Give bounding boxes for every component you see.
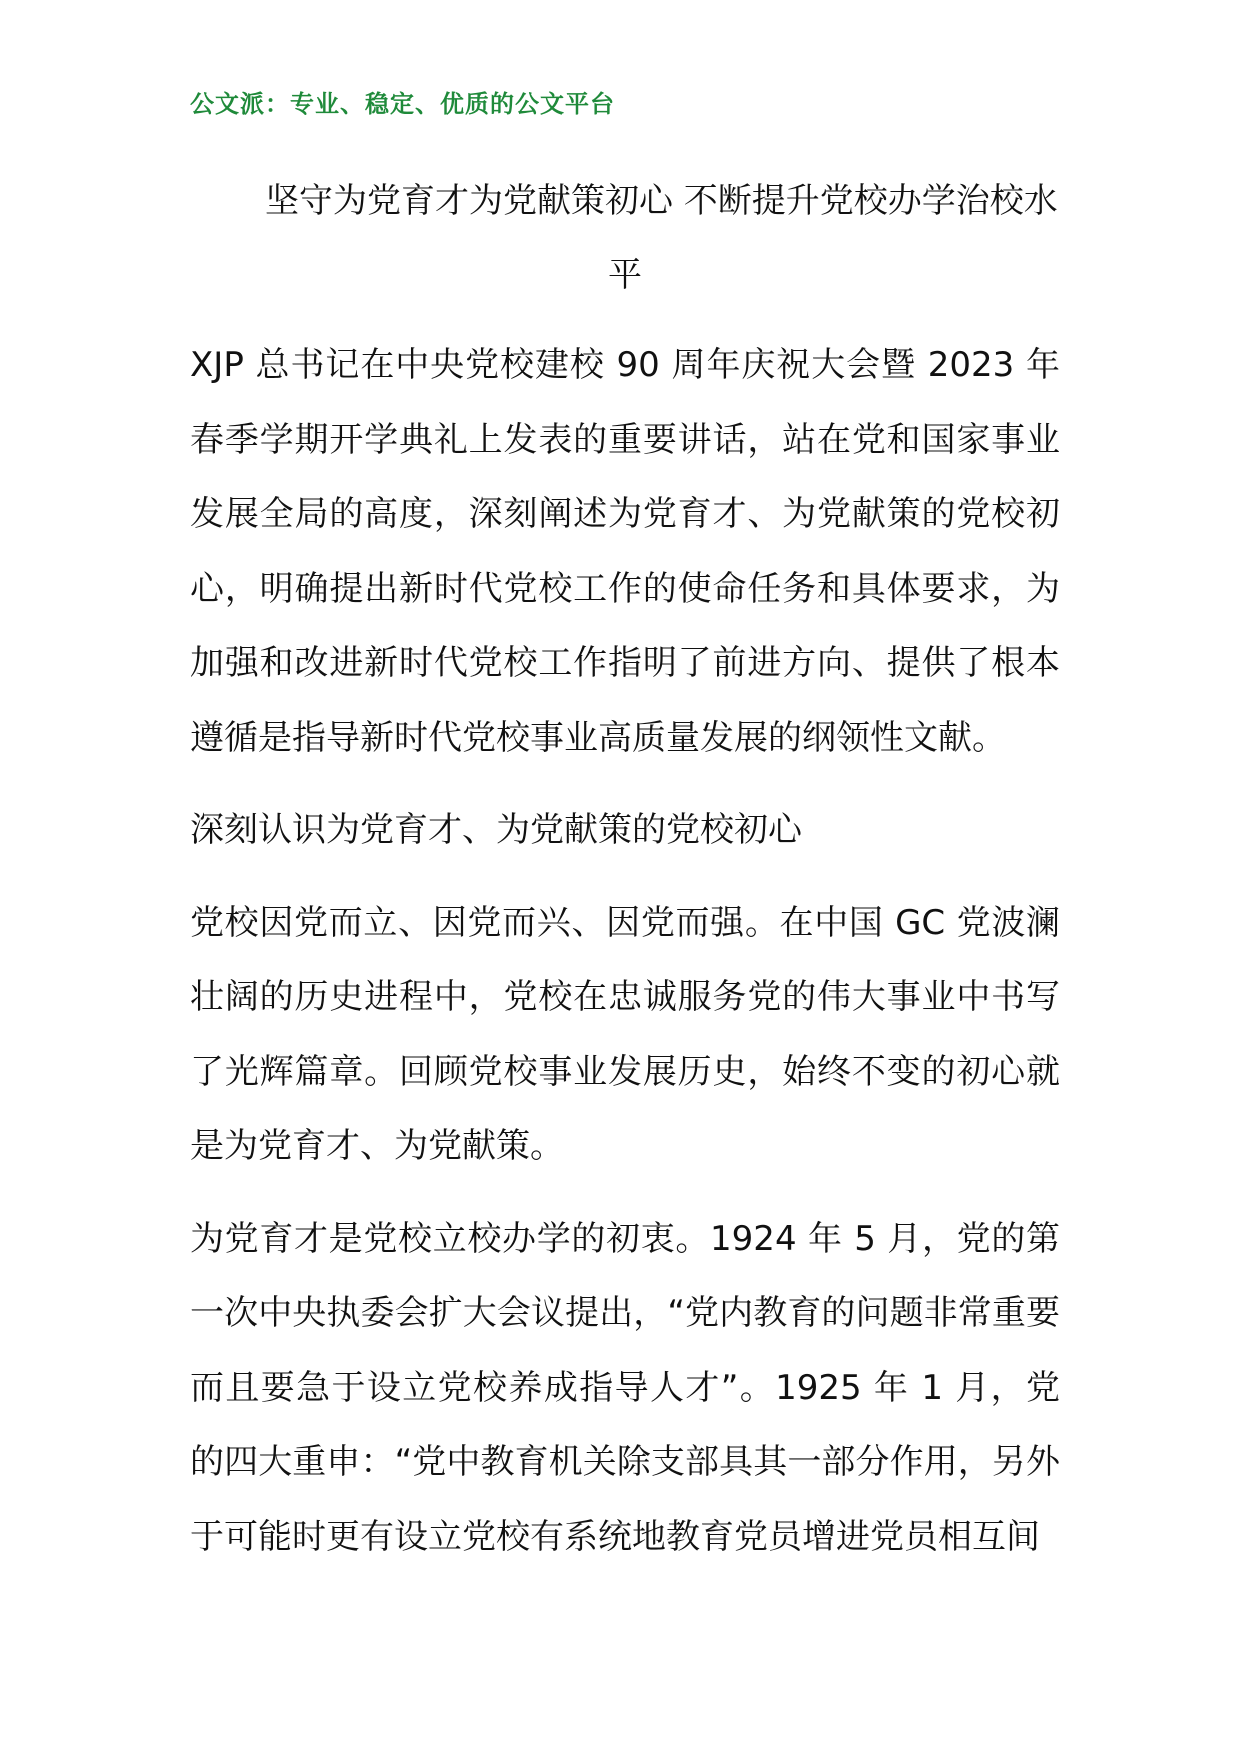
paragraph-history: 为党育才是党校立校办学的初衷。1924 年 5 月，党的第一次中央执委会扩大会议提出，“党内教育的问题非常重要而且要急于设立党校养成指导人才”。1925 年 1 月，党的四大重申：“党中教育机关除支部具其一部分作用，另外于可能时更有设立党校有系统地教育党员增进党员相互间 <box>190 1218 1060 1557</box>
article-title-line-2: 平 <box>608 255 642 295</box>
paragraph-party-school: 党校因党而立、因党而兴、因党而强。在中国 GC 党波澜壮阔的历史进程中，党校在忠诚服务党的伟大事业中书写了光辉篇章。回顾党校事业发展历史，始终不变的初心就是为党育才、为党献策。 <box>190 902 1060 1166</box>
site-header-banner: 公文派：专业、稳定、优质的公文平台 <box>190 89 615 118</box>
paragraph-intro: XJP 总书记在中央党校建校 90 周年庆祝大会暨 2023 年春季学期开学典礼上发表的重要讲话，站在党和国家事业发展全局的高度，深刻阐述为党育才、为党献策的党校初心，明确提出新时代党校工作的使命任务和具体要求，为加强和改进新时代党校工作指明了前进方向、提供了根本遵循是指导新时代党校事业高质量发展的纲领性文献。 <box>190 345 1060 758</box>
section-heading: 深刻认识为党育才、为党献策的党校初心 <box>190 810 802 850</box>
article-body <box>190 328 1060 1592</box>
article-title <box>190 164 1060 312</box>
article-title-line-1: 坚守为党育才为党献策初心 不断提升党校办学治校水 <box>265 181 1058 221</box>
